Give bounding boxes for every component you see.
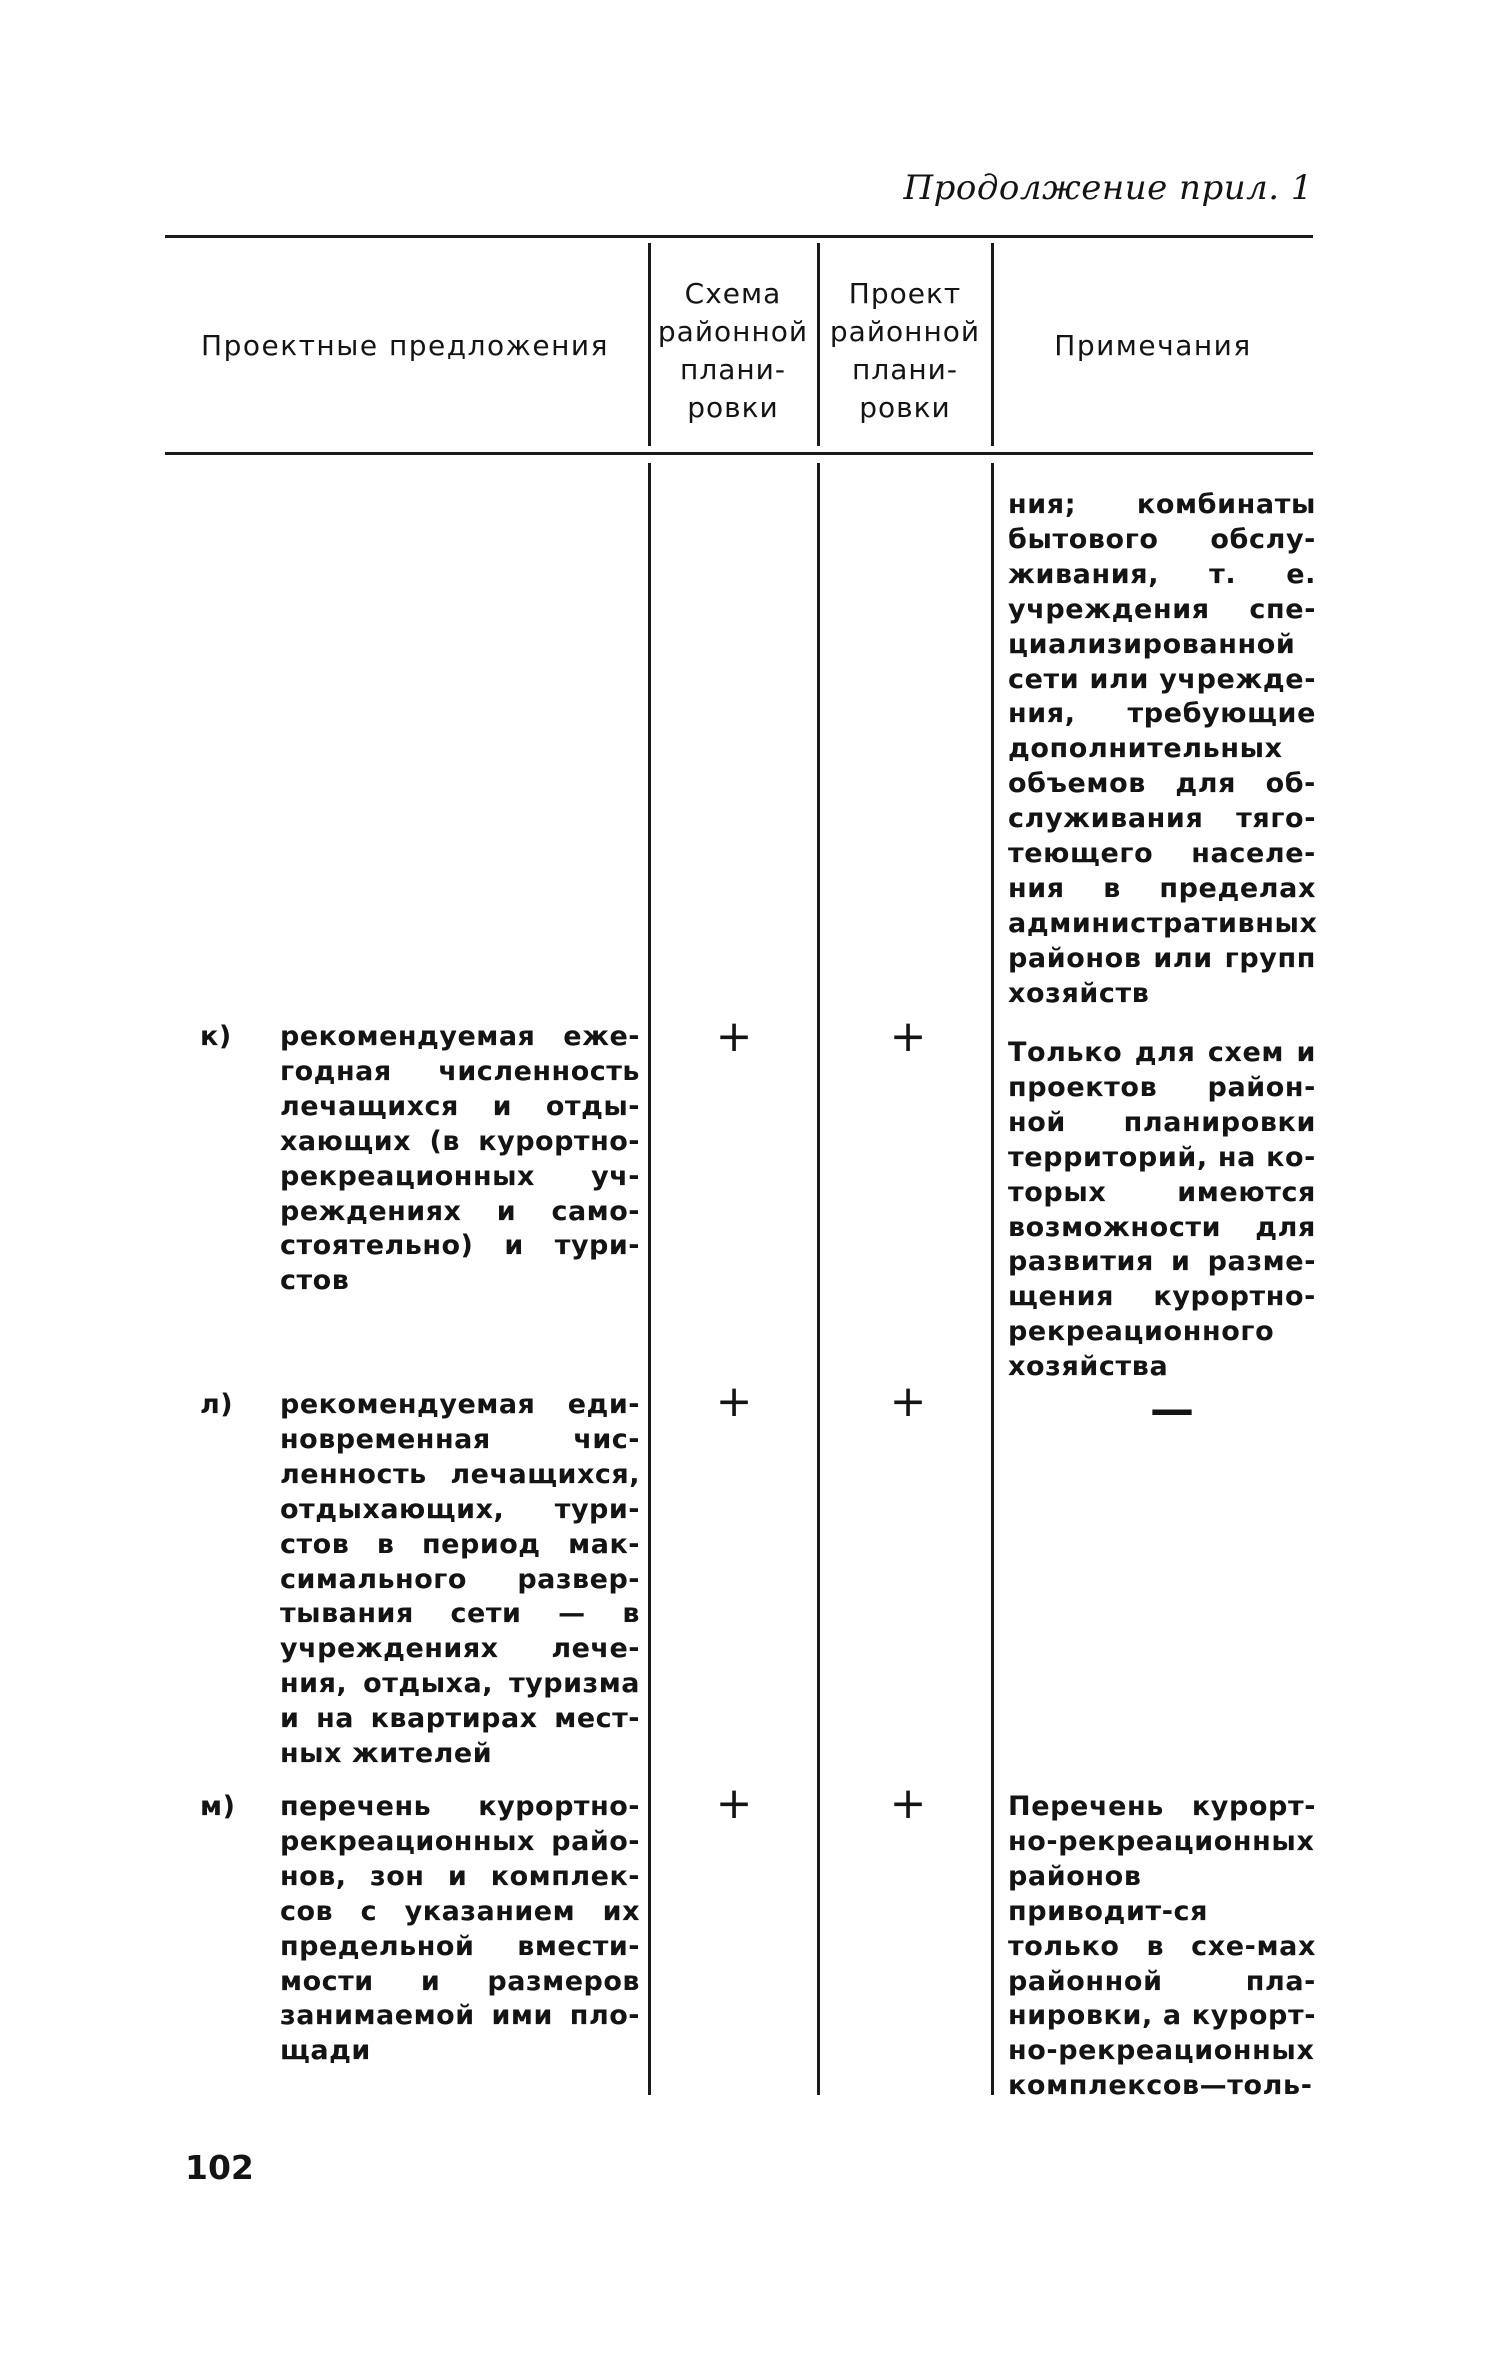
row-label: к) <box>200 1021 232 1052</box>
row-note: Только для схем и проектов район-ной планировки территорий, на ко-торых имеются возможности для развития и разме-щения курортно-рекреационного хозяйства <box>1008 1037 1316 1383</box>
header-column-divider <box>817 243 820 446</box>
project-mark: + <box>889 1011 927 1062</box>
table-row <box>200 1020 640 1299</box>
carryover-note: ния; комбинаты бытового обслу-живания, т. е. учреждения спе-циализированной сети или учрежде-ния, требующие дополнительных объемов для об-служивания тяго-теющего населе-ния в пределах административных районов или групп хозяйств <box>1008 489 1318 1009</box>
table-row <box>200 1388 640 1772</box>
page-number: 102 <box>185 2148 254 2187</box>
scheme-mark: + <box>715 1376 753 1427</box>
row-note: Перечень курорт-но-рекреационных районов приводит-ся только в схе-мах районной пла-нировки, а курорт-но-рекреационных комплексов—толь- <box>1008 1791 1316 2102</box>
header-column-divider <box>648 243 651 446</box>
header-bottom-rule <box>165 452 1313 455</box>
header-column-divider <box>991 243 994 446</box>
body-column-divider <box>991 463 994 2095</box>
body-column-divider <box>648 463 651 2095</box>
header-notes: Примечания <box>1054 329 1252 362</box>
header-project: Проект районной плани-ровки <box>829 277 981 424</box>
row-text: рекомендуемая еди-новременная чис-ленность лечащихся, отдыхающих, тури-стов в период мак-симального развер-тывания сети — в учреждениях лече-ния, отдыха, туризма и на квартирах мест-ных жителей <box>280 1389 640 1770</box>
row-note-dash: — <box>1150 1384 1194 1435</box>
project-mark: + <box>889 1778 927 1829</box>
project-mark: + <box>889 1376 927 1427</box>
table-top-rule <box>165 235 1313 238</box>
row-text: рекомендуемая еже-годная численность лечащихся и отды-хающих (в курортно-рекреационных уч-реждениях и само-стоятельно) и тури-стов <box>280 1021 640 1297</box>
row-text: перечень курортно-рекреационных райо-нов, зон и комплек-сов с указанием их предельной вмести-мости и размеров занимаемой ими пло-щади <box>280 1791 640 2067</box>
body-column-divider <box>817 463 820 2095</box>
scheme-mark: + <box>715 1778 753 1829</box>
continuation-label: Продолжение прил. 1 <box>903 168 1313 208</box>
row-label: м) <box>200 1791 236 1822</box>
header-proposals: Проектные предложения <box>201 329 609 362</box>
scheme-mark: + <box>715 1011 753 1062</box>
table-row <box>200 1790 640 2069</box>
row-label: л) <box>200 1389 234 1420</box>
header-scheme: Схема районной плани-ровки <box>657 277 809 424</box>
